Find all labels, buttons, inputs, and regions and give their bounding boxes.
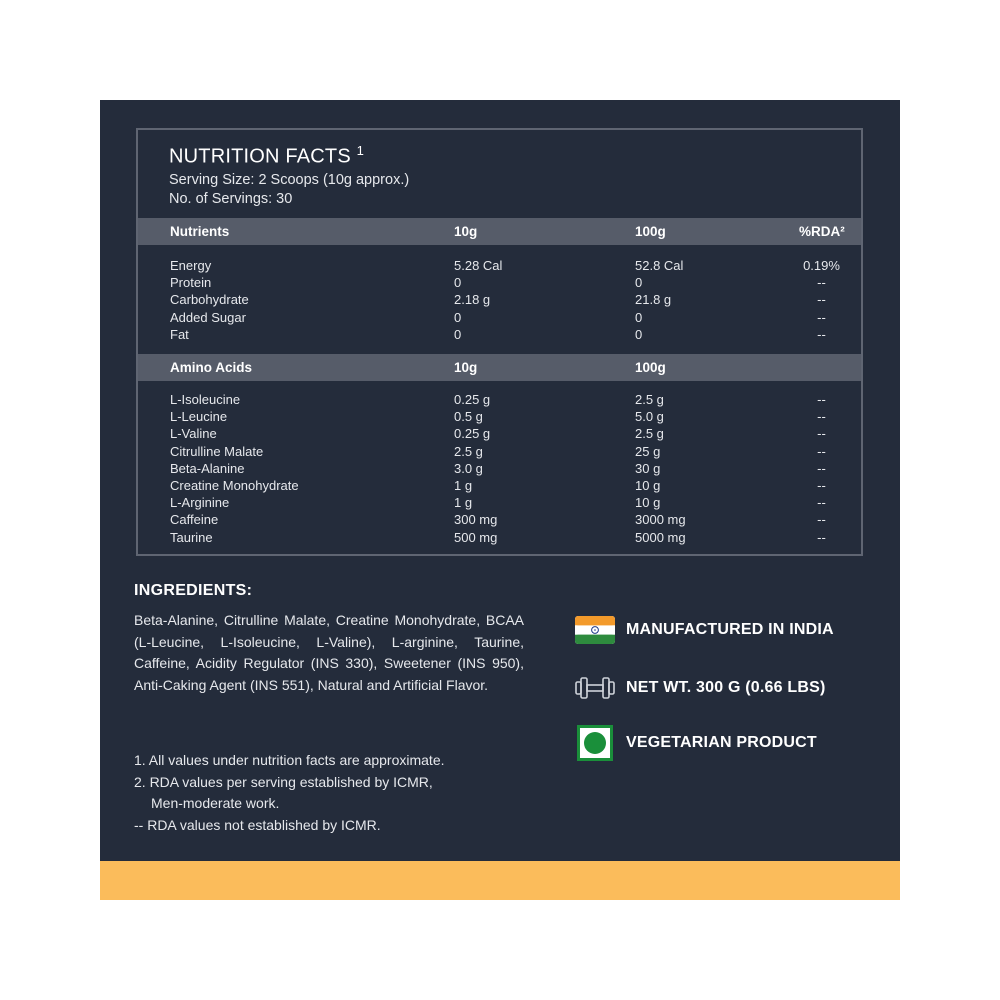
amino-row [138, 391, 861, 408]
ingredients-title: INGREDIENTS: [134, 582, 253, 599]
amino-row [138, 443, 861, 460]
amino-name: L-Leucine [170, 409, 228, 425]
amino-name: Taurine [170, 529, 213, 545]
amino-10g: 300 mg [454, 512, 498, 528]
serving-size: Serving Size: 2 Scoops (10g approx.) [169, 172, 410, 188]
vegetarian-text: VEGETARIAN PRODUCT [626, 734, 817, 751]
amino-100g: 5000 mg [635, 529, 686, 545]
nutrient-rda: -- [817, 309, 826, 325]
amino-name: L-Isoleucine [170, 392, 241, 407]
nutrient-rda: -- [817, 275, 826, 291]
amino-name: Caffeine [170, 512, 219, 528]
amino-rda: -- [817, 392, 826, 407]
footnotes [134, 750, 445, 836]
nutrient-rda: -- [817, 326, 826, 342]
nutrient-100g: 21.8 g [635, 292, 672, 308]
nutrient-name: Added Sugar [170, 309, 246, 325]
amino-name: L-Valine [170, 426, 217, 442]
nutrients-header [138, 218, 861, 245]
amino-rda: -- [817, 443, 826, 459]
nutrition-title: NUTRITION FACTS $^1$ [169, 143, 365, 168]
amino-100g: 10 g [635, 495, 661, 511]
nutrient-row [138, 257, 861, 274]
amino-rda: -- [817, 426, 826, 442]
manufactured-text: MANUFACTURED IN INDIA [626, 621, 834, 638]
amino-row [138, 460, 861, 477]
nutrient-10g: 0 [454, 309, 462, 325]
amino-rda: -- [817, 460, 826, 476]
nutrients-header-label: Nutrients [170, 224, 230, 239]
veg-symbol-icon [574, 726, 616, 760]
amino-rda: -- [817, 529, 826, 545]
nutrient-row [138, 309, 861, 326]
nutrient-row [138, 274, 861, 291]
footnote-2-cont: Men-moderate work. [151, 795, 280, 811]
amino-100g: 2.5 g [635, 426, 664, 442]
amino-row [138, 425, 861, 442]
dumbbell-icon [574, 671, 616, 705]
amino-100g: 5.0 g [635, 409, 664, 425]
ingredients-text: Beta-Alanine, Citrulline Malate, Creatine Monohydrate, BCAA (L-Leucine, L-Isoleucine, L-Valine), L-arginine, Taurine, Caffeine, Acidity Regulator (INS 330), Sweetener (INS 950), Anti-Caking Agent (INS 551), Natural and Artificial Flavor. [134, 612, 524, 693]
nutrient-name: Protein [170, 275, 212, 291]
amino-10g: 0.5 g [454, 409, 483, 425]
amino-rda: -- [817, 512, 826, 528]
amino-rda: -- [817, 477, 826, 493]
nutrient-100g: 52.8 Cal [635, 258, 684, 273]
amino-100g: 30 g [635, 460, 661, 476]
nutrient-name: Carbohydrate [170, 292, 249, 308]
nutrient-name: Fat [170, 326, 189, 342]
nutrients-header-10g: 10g [454, 224, 478, 239]
amino-header-100g: 100g [635, 360, 666, 375]
amino-100g: 2.5 g [635, 392, 664, 407]
amino-header-10g: 10g [454, 360, 478, 375]
amino-100g: 25 g [635, 443, 661, 459]
amino-name: L-Arginine [170, 495, 230, 511]
amino-row [138, 529, 861, 546]
title-footnote-marker: 1 [356, 143, 365, 158]
bottom-stripe [100, 861, 900, 900]
servings-count: No. of Servings: 30 [169, 191, 293, 207]
nutrient-rda: 0.19% [803, 258, 840, 273]
nutrient-10g: 0 [454, 275, 462, 291]
nutrient-10g: 0 [454, 326, 462, 342]
weight-badge [574, 671, 826, 705]
nutrition-facts-box [136, 128, 863, 556]
footnote-1: 1. All values under nutrition facts are approximate. [134, 752, 445, 768]
vegetarian-badge [574, 726, 817, 760]
amino-10g: 2.5 g [454, 443, 483, 459]
amino-rda: -- [817, 495, 826, 511]
footnote-2: 2. RDA values per serving established by ICMR, [134, 773, 433, 790]
amino-name: Citrulline Malate [170, 443, 264, 459]
nutrients-table [138, 257, 861, 343]
nutrients-header-100g: 100g [635, 224, 666, 239]
label-panel [100, 100, 900, 900]
amino-10g: 500 mg [454, 529, 498, 545]
amino-100g: 3000 mg [635, 512, 686, 528]
amino-table [138, 391, 861, 546]
amino-10g: 0.25 g [454, 392, 491, 407]
nutrient-100g: 0 [635, 275, 643, 291]
amino-row [138, 494, 861, 511]
amino-header [138, 354, 861, 381]
manufactured-badge [574, 613, 834, 647]
nutrient-100g: 0 [635, 309, 643, 325]
amino-100g: 10 g [635, 477, 661, 493]
amino-10g: 1 g [454, 477, 473, 493]
footnote-3: -- RDA values not established by ICMR. [134, 816, 381, 833]
amino-rda: -- [817, 409, 826, 425]
amino-10g: 3.0 g [454, 460, 483, 476]
nutrient-rda: -- [817, 292, 826, 308]
nutrient-100g: 0 [635, 326, 643, 342]
amino-header-label: Amino Acids [170, 360, 253, 375]
amino-row [138, 477, 861, 494]
amino-name: Beta-Alanine [170, 460, 245, 476]
amino-10g: 1 g [454, 495, 473, 511]
weight-text: NET WT. 300 G (0.66 LBS) [626, 679, 826, 696]
amino-name: Creatine Monohydrate [170, 477, 299, 493]
nutrient-name: Energy [170, 258, 212, 273]
nutrients-header-rda: %RDA² [799, 224, 845, 239]
nutrient-row [138, 326, 861, 343]
nutrient-10g: 2.18 g [454, 292, 491, 308]
amino-row [138, 511, 861, 528]
amino-row [138, 408, 861, 425]
india-flag-icon [574, 613, 616, 647]
nutrient-10g: 5.28 Cal [454, 258, 503, 273]
nutrient-row [138, 291, 861, 308]
amino-10g: 0.25 g [454, 426, 491, 442]
